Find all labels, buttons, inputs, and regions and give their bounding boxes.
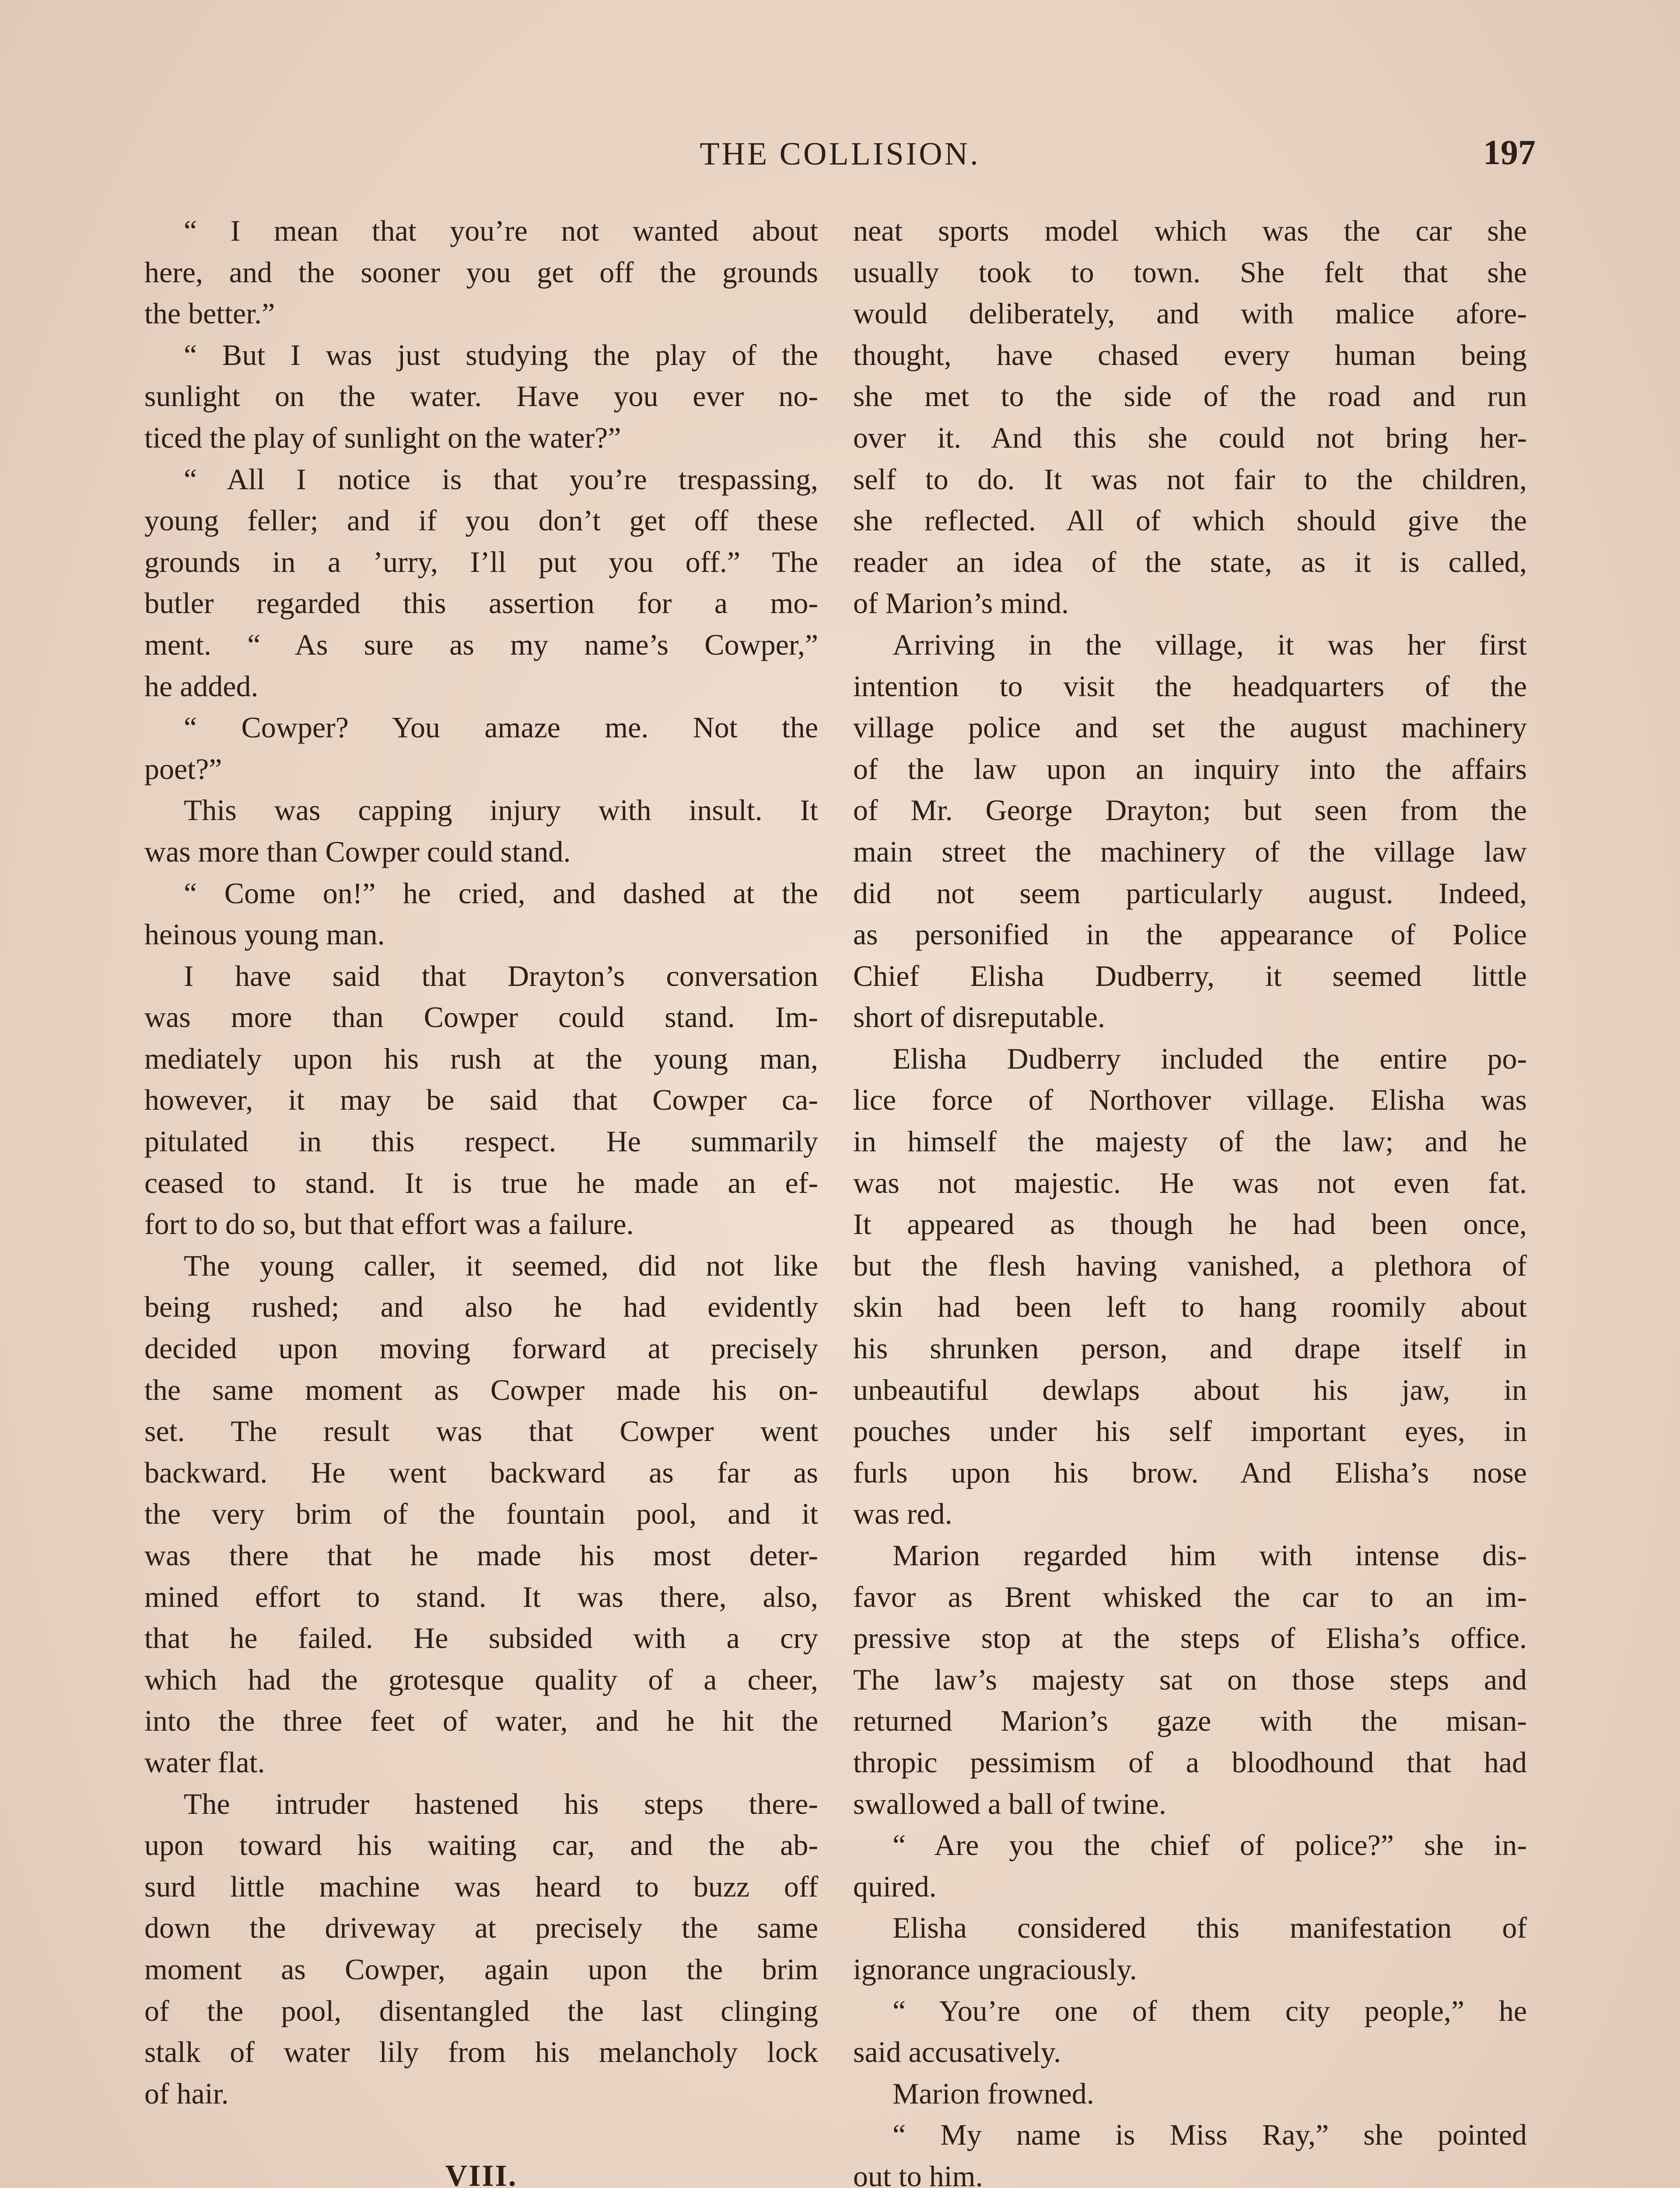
text-line: young feller; and if you don’t get off these	[144, 504, 818, 537]
text-line: neat sports model which was the car she	[853, 214, 1527, 247]
text-line: would deliberately, and with malice afore-	[853, 297, 1527, 330]
text-line: in himself the majesty of the law; and he	[853, 1125, 1527, 1158]
text-line: surd little machine was heard to buzz off	[144, 1869, 818, 1903]
text-line: mediately upon his rush at the young man,	[144, 1041, 818, 1075]
text-line: of Marion’s mind.	[853, 586, 1069, 620]
text-line: intention to visit the headquarters of the	[853, 669, 1527, 703]
text-line: self to do. It was not fair to the children,	[853, 462, 1527, 496]
section-heading: VIII.	[445, 2159, 518, 2188]
text-line: The intruder hastened his steps there-	[184, 1787, 818, 1820]
text-line: was red.	[853, 1497, 952, 1531]
text-line: “ Are you the chief of police?” she in-	[892, 1828, 1527, 1862]
text-line: sunlight on the water. Have you ever no-	[144, 379, 818, 413]
text-line: was not majestic. He was not even fat.	[853, 1166, 1527, 1199]
right-column	[853, 210, 1527, 2188]
text-line: here, and the sooner you get off the grounds	[144, 255, 818, 289]
text-line: “ My name is Miss Ray,” she pointed	[892, 2118, 1527, 2152]
running-title: THE COLLISION.	[700, 136, 980, 172]
text-line: “ I mean that you’re not wanted about	[184, 214, 818, 247]
text-line: favor as Brent whisked the car to an im-	[853, 1580, 1527, 1613]
text-line: usually took to town. She felt that she	[853, 255, 1527, 289]
text-line: “ Come on!” he cried, and dashed at the	[184, 876, 818, 910]
text-line: over it. And this she could not bring her-	[853, 421, 1527, 454]
text-line: Arriving in the village, it was her first	[892, 628, 1527, 661]
left-column	[144, 210, 818, 2188]
text-line: fort to do so, but that effort was a failure.	[144, 1207, 634, 1241]
text-line: The law’s majesty sat on those steps and	[853, 1662, 1527, 1696]
text-line: his shrunken person, and drape itself in	[853, 1332, 1527, 1365]
text-line: quired.	[853, 1869, 937, 1903]
text-line: being rushed; and also he had evidently	[144, 1290, 818, 1324]
text-line: furls upon his brow. And Elisha’s nose	[853, 1455, 1527, 1489]
text-line: Marion frowned.	[892, 2076, 1094, 2110]
text-line: thought, have chased every human being	[853, 338, 1527, 372]
text-line: of the law upon an inquiry into the affairs	[853, 752, 1527, 785]
text-line: stalk of water lily from his melancholy lock	[144, 2035, 818, 2069]
text-line: “ Cowper? You amaze me. Not the	[184, 711, 818, 744]
text-line: main street the machinery of the village law	[853, 835, 1527, 868]
text-line: set. The result was that Cowper went	[144, 1414, 818, 1448]
text-line: grounds in a ’urry, I’ll put you off.” The	[144, 545, 818, 579]
text-line: however, it may be said that Cowper ca-	[144, 1083, 818, 1117]
text-line: she met to the side of the road and run	[853, 379, 1527, 413]
text-line: ticed the play of sunlight on the water?”	[144, 421, 621, 454]
text-line: heinous young man.	[144, 918, 385, 951]
text-line: poet?”	[144, 752, 222, 785]
text-line: she reflected. All of which should give the	[853, 504, 1527, 537]
text-line: “ All I notice is that you’re trespassing,	[184, 462, 818, 496]
text-line: village police and set the august machinery	[853, 711, 1527, 744]
text-line: moment as Cowper, again upon the brim	[144, 1952, 818, 1986]
spacer	[144, 2114, 818, 2156]
text-line: upon toward his waiting car, and the ab-	[144, 1828, 818, 1862]
text-line: backward. He went backward as far as	[144, 1455, 818, 1489]
text-line: that he failed. He subsided with a cry	[144, 1621, 818, 1655]
text-line: lice force of Northover village. Elisha was	[853, 1083, 1527, 1117]
text-line: It appeared as though he had been once,	[853, 1207, 1527, 1241]
text-line: as personified in the appearance of Police	[853, 918, 1527, 951]
page-number: 197	[1483, 133, 1536, 172]
text-line: decided upon moving forward at precisely	[144, 1332, 818, 1365]
text-line: the same moment as Cowper made his on-	[144, 1373, 818, 1406]
text-line: of the pool, disentangled the last clinging	[144, 1994, 818, 2027]
text-line: ment. “ As sure as my name’s Cowper,”	[144, 628, 818, 661]
text-line: was more than Cowper could stand.	[144, 835, 571, 868]
text-line: swallowed a ball of twine.	[853, 1787, 1166, 1820]
text-line: of Mr. George Drayton; but seen from the	[853, 793, 1527, 827]
text-line: down the driveway at precisely the same	[144, 1911, 818, 1945]
text-line: out to him.	[853, 2159, 983, 2188]
text-line: he added.	[144, 669, 259, 703]
text-line: unbeautiful dewlaps about his jaw, in	[853, 1373, 1527, 1406]
text-line: returned Marion’s gaze with the misan-	[853, 1704, 1527, 1738]
text-line: Elisha Dudberry included the entire po-	[892, 1041, 1527, 1075]
text-line: short of disreputable.	[853, 1000, 1105, 1034]
text-line: This was capping injury with insult. It	[184, 793, 818, 827]
text-line: The young caller, it seemed, did not like	[184, 1248, 818, 1282]
text-line: ignorance ungraciously.	[853, 1952, 1137, 1986]
text-line: butler regarded this assertion for a mo-	[144, 586, 818, 620]
text-line: “ But I was just studying the play of the	[184, 338, 818, 372]
text-line: skin had been left to hang roomily about	[853, 1290, 1527, 1324]
text-line: water flat.	[144, 1745, 265, 1779]
text-line: but the flesh having vanished, a plethora of	[853, 1248, 1527, 1282]
text-line: Marion regarded him with intense dis-	[892, 1539, 1527, 1572]
text-line: thropic pessimism of a bloodhound that had	[853, 1745, 1527, 1779]
text-line: was more than Cowper could stand. Im-	[144, 1000, 818, 1034]
text-line: was there that he made his most deter-	[144, 1539, 818, 1572]
text-line: the better.”	[144, 297, 275, 330]
text-line: did not seem particularly august. Indeed,	[853, 876, 1527, 910]
text-line: “ You’re one of them city people,” he	[892, 1994, 1527, 2027]
text-line: pressive stop at the steps of Elisha’s office.	[853, 1621, 1527, 1655]
text-line: Chief Elisha Dudberry, it seemed little	[853, 959, 1527, 992]
text-line: I have said that Drayton’s conversation	[184, 959, 818, 992]
text-line: reader an idea of the state, as it is called,	[853, 545, 1527, 579]
text-line: ceased to stand. It is true he made an ef-	[144, 1166, 818, 1199]
text-line: said accusatively.	[853, 2035, 1061, 2069]
text-line: mined effort to stand. It was there, also,	[144, 1580, 818, 1613]
text-line: the very brim of the fountain pool, and it	[144, 1497, 818, 1531]
text-line: Elisha considered this manifestation of	[892, 1911, 1527, 1945]
text-line: which had the grotesque quality of a cheer,	[144, 1662, 818, 1696]
text-line: of hair.	[144, 2076, 229, 2110]
page-header	[144, 127, 1536, 179]
text-line: into the three feet of water, and he hit the	[144, 1704, 818, 1738]
text-line: pitulated in this respect. He summarily	[144, 1125, 818, 1158]
text-line: pouches under his self important eyes, in	[853, 1414, 1527, 1448]
